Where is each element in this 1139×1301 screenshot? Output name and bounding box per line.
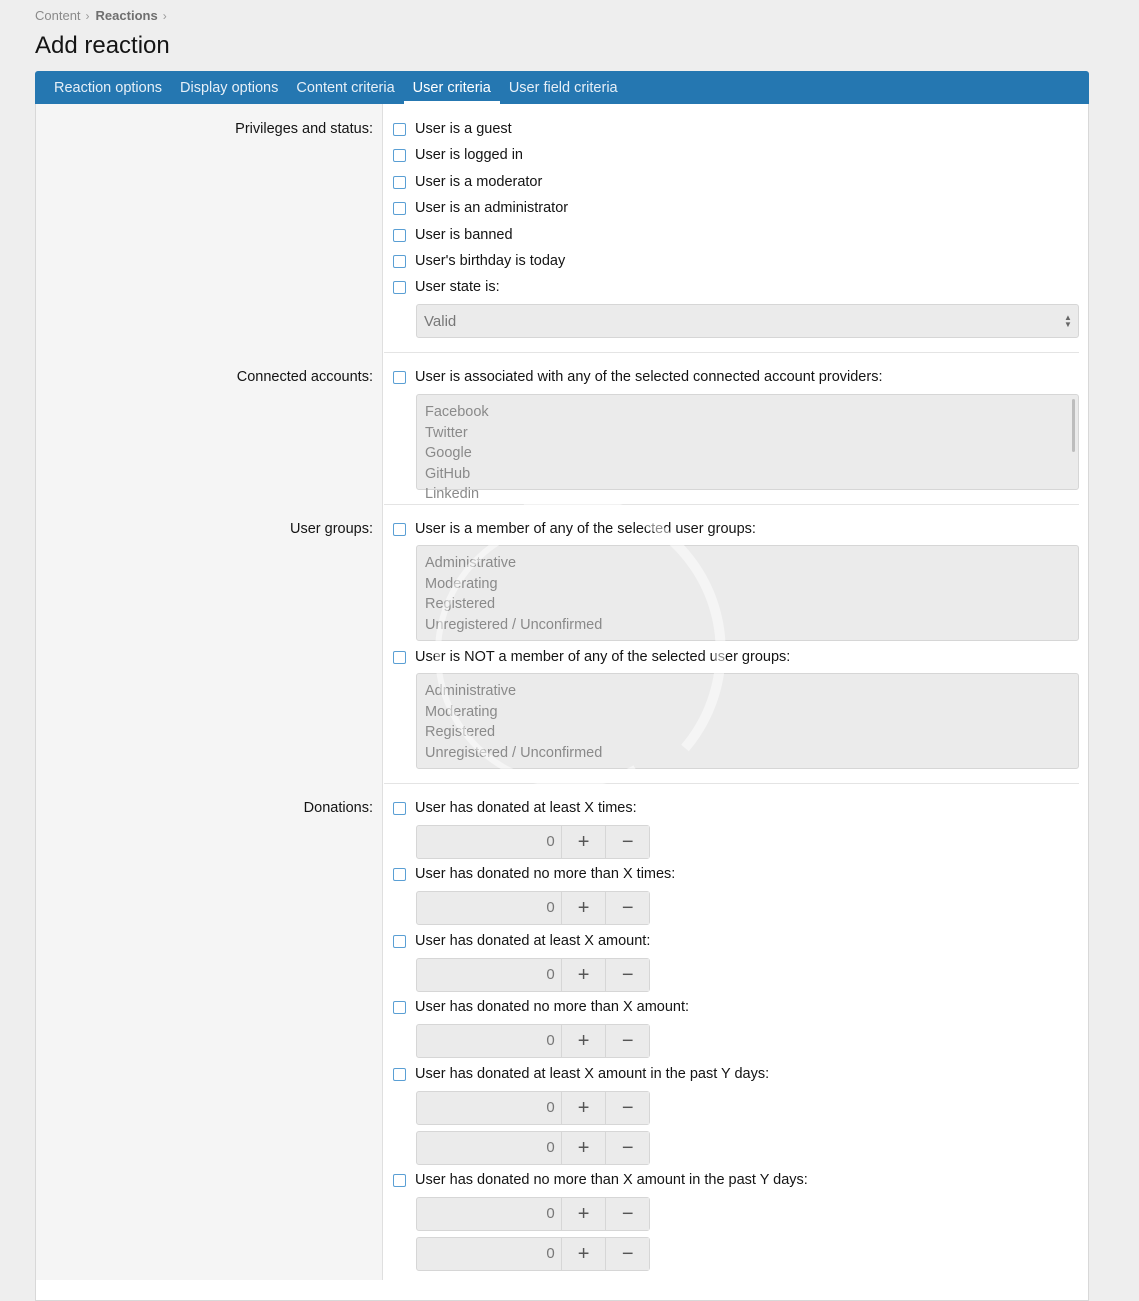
tab-display-options[interactable]: Display options	[180, 79, 279, 96]
checkbox[interactable]	[393, 802, 406, 815]
option-label: User state is:	[415, 279, 500, 295]
stepper-value[interactable]: 0	[417, 959, 562, 991]
tab-content-criteria[interactable]: Content criteria	[296, 79, 395, 96]
plus-icon[interactable]: +	[562, 826, 606, 858]
option-label: User is logged in	[415, 147, 523, 163]
minus-icon[interactable]: −	[605, 959, 649, 991]
option-label: User has donated at least X amount:	[415, 933, 651, 949]
member-groups-list[interactable]	[416, 545, 1079, 641]
option-label: User has donated at least X amount in the past Y days:	[415, 1066, 770, 1082]
row-divider	[384, 352, 1079, 353]
plus-icon[interactable]: +	[562, 1092, 606, 1124]
page-title: Add reaction	[35, 32, 170, 59]
breadcrumb-reactions-link[interactable]: Reactions	[95, 8, 158, 23]
checkbox[interactable]	[393, 868, 406, 881]
minus-icon[interactable]: −	[605, 1132, 649, 1164]
stepper-value[interactable]: 0	[417, 826, 562, 858]
quantity-stepper[interactable]	[416, 825, 650, 859]
option-donated-no-more-than-x-amount[interactable]	[393, 999, 689, 1015]
option-user-is-logged-in[interactable]	[393, 147, 523, 163]
list-option[interactable]: Twitter	[425, 424, 468, 441]
option-donated-at-least-x-times[interactable]	[393, 800, 637, 816]
option-label: User has donated no more than X times:	[415, 866, 676, 882]
option-user-state-is[interactable]	[393, 279, 500, 295]
list-option[interactable]: Registered	[425, 724, 496, 740]
quantity-stepper[interactable]	[416, 1024, 650, 1058]
checkbox[interactable]	[393, 651, 406, 664]
stepper-value[interactable]: 0	[417, 892, 562, 924]
stepper-value[interactable]: 0	[417, 1198, 562, 1230]
chevron-right-icon: ›	[85, 8, 90, 23]
option-label: User has donated at least X times:	[415, 800, 637, 816]
option-connected-account-providers[interactable]	[393, 369, 882, 385]
user-state-select[interactable]	[416, 304, 1079, 338]
checkbox[interactable]	[393, 123, 406, 136]
option-label: User has donated no more than X amount in the past Y days:	[415, 1172, 808, 1188]
option-user-is-banned[interactable]	[393, 227, 513, 243]
option-label: User is an administrator	[415, 200, 569, 216]
tab-reaction-options[interactable]: Reaction options	[54, 79, 163, 96]
option-donated-no-more-than-x-amount-past-y-days[interactable]	[393, 1172, 808, 1188]
plus-icon[interactable]: +	[562, 1238, 606, 1270]
checkbox[interactable]	[393, 176, 406, 189]
option-label: User is associated with any of the selected connected account providers:	[415, 369, 883, 385]
plus-icon[interactable]: +	[562, 1025, 606, 1057]
row-divider	[384, 504, 1079, 505]
quantity-stepper[interactable]	[416, 958, 650, 992]
plus-icon[interactable]: +	[562, 892, 606, 924]
list-option[interactable]: Administrative	[425, 555, 517, 571]
days-stepper[interactable]	[416, 1237, 650, 1271]
list-option[interactable]: Administrative	[425, 683, 517, 699]
user-groups-label: User groups:	[289, 521, 373, 537]
option-donated-no-more-than-x-times[interactable]	[393, 866, 675, 882]
option-label: User is a member of any of the selected user groups:	[415, 521, 756, 537]
quantity-stepper[interactable]	[416, 891, 650, 925]
plus-icon[interactable]: +	[562, 1132, 606, 1164]
list-option[interactable]: Moderating	[425, 703, 498, 720]
option-user-is-guest[interactable]	[393, 121, 512, 137]
stepper-value[interactable]: 0	[417, 1025, 562, 1057]
minus-icon[interactable]: −	[605, 1092, 649, 1124]
checkbox[interactable]	[393, 281, 406, 294]
not-member-groups-list[interactable]	[416, 673, 1079, 769]
list-option[interactable]: Facebook	[425, 404, 489, 420]
list-option[interactable]: Unregistered / Unconfirmed	[425, 744, 603, 761]
option-user-is-member[interactable]	[393, 521, 756, 537]
option-donated-at-least-x-amount-past-y-days[interactable]	[393, 1066, 769, 1082]
select-arrows-icon: ▲ ▼	[1064, 313, 1072, 329]
checkbox[interactable]	[393, 1174, 406, 1187]
breadcrumb-content-link[interactable]: Content	[35, 8, 81, 23]
checkbox[interactable]	[393, 229, 406, 242]
minus-icon[interactable]: −	[605, 826, 649, 858]
connected-account-providers-list[interactable]	[416, 394, 1079, 502]
checkbox[interactable]	[393, 935, 406, 948]
plus-icon[interactable]: +	[562, 1198, 606, 1230]
tab-user-field-criteria[interactable]: User field criteria	[508, 79, 618, 96]
checkbox[interactable]	[393, 1068, 406, 1081]
privileges-label: Privileges and status:	[235, 121, 373, 137]
donations-label: Donations:	[303, 800, 373, 816]
quantity-stepper[interactable]	[416, 1091, 650, 1125]
stepper-value[interactable]: 0	[417, 1092, 562, 1124]
plus-icon[interactable]: +	[562, 959, 606, 991]
chevron-right-icon: ›	[162, 8, 167, 23]
tab-user-criteria[interactable]: User criteria	[404, 71, 500, 104]
scrollbar[interactable]	[1072, 399, 1075, 452]
checkbox[interactable]	[393, 202, 406, 215]
checkbox[interactable]	[393, 1001, 406, 1014]
option-user-is-administrator[interactable]	[393, 200, 568, 216]
list-option[interactable]: Registered	[425, 596, 496, 612]
option-label: User is banned	[415, 227, 513, 243]
checkbox[interactable]	[393, 371, 406, 384]
option-donated-at-least-x-amount[interactable]	[393, 933, 650, 949]
label-column	[36, 104, 383, 1280]
breadcrumb	[35, 8, 173, 23]
tab-bar	[35, 71, 1089, 104]
list-option[interactable]: Moderating	[425, 575, 498, 592]
option-label: User is a moderator	[415, 174, 543, 190]
quantity-stepper[interactable]	[416, 1197, 650, 1231]
minus-icon[interactable]: −	[605, 892, 649, 924]
row-divider	[384, 783, 1079, 784]
option-label: User's birthday is today	[415, 253, 566, 269]
list-option[interactable]: Linkedin	[425, 486, 480, 502]
option-label: User is a guest	[415, 121, 512, 137]
option-label: User is NOT a member of any of the selected user groups:	[415, 649, 791, 665]
option-user-is-moderator[interactable]	[393, 174, 542, 190]
days-stepper[interactable]	[416, 1131, 650, 1165]
checkbox[interactable]	[393, 523, 406, 536]
connected-accounts-label: Connected accounts:	[236, 369, 373, 385]
stepper-value[interactable]: 0	[417, 1132, 562, 1164]
list-option[interactable]: Google	[425, 445, 472, 461]
option-user-is-not-member[interactable]	[393, 649, 790, 665]
list-option[interactable]: Unregistered / Unconfirmed	[425, 616, 603, 633]
option-label: User has donated no more than X amount:	[415, 999, 690, 1015]
minus-icon[interactable]: −	[605, 1238, 649, 1270]
list-option[interactable]: GitHub	[425, 465, 471, 482]
stepper-value[interactable]: 0	[417, 1238, 562, 1270]
checkbox[interactable]	[393, 149, 406, 162]
option-user-birthday-today[interactable]	[393, 253, 565, 269]
minus-icon[interactable]: −	[605, 1198, 649, 1230]
select-value: Valid	[424, 312, 457, 330]
checkbox[interactable]	[393, 255, 406, 268]
minus-icon[interactable]: −	[605, 1025, 649, 1057]
